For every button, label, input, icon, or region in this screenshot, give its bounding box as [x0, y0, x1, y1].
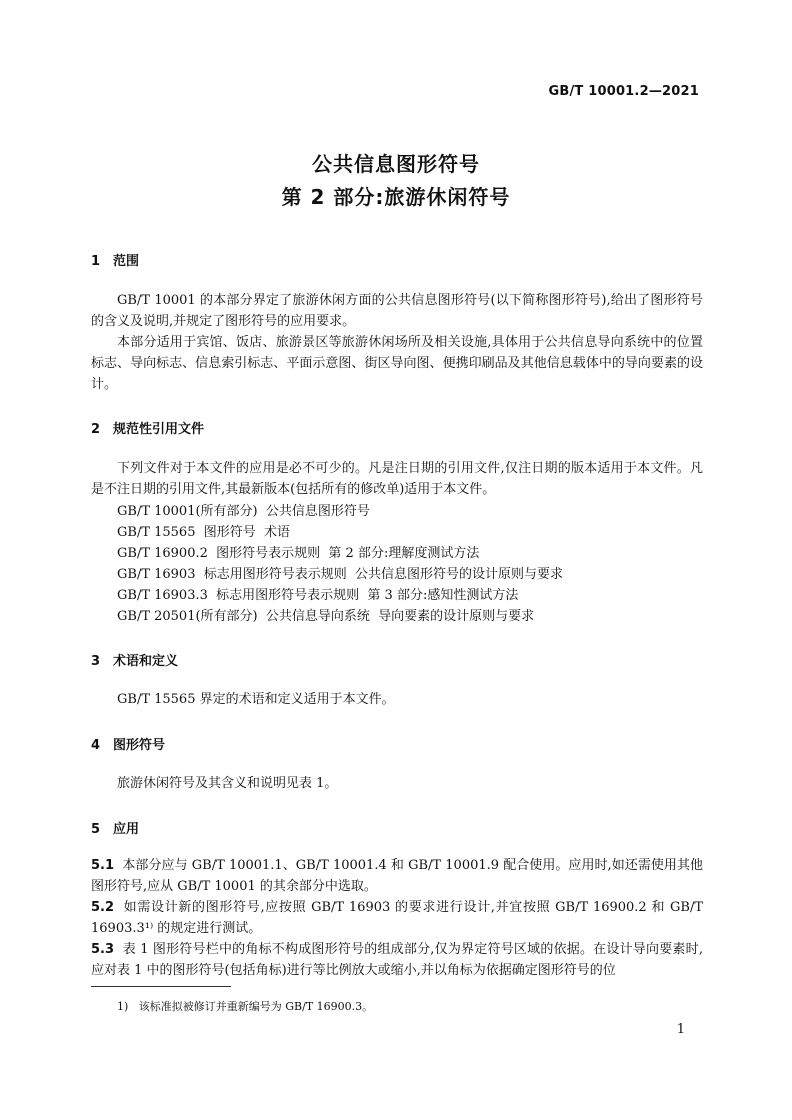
clause-number: 5.3 [91, 942, 115, 957]
clause-text: 本部分应与 GB/T 10001.1、GB/T 10001.4 和 GB/T 10001.9 配合使用。应用时,如还需使用其他图形符号,应从 GB/T 10001 的其余部分中选取。 [91, 858, 703, 894]
section-2-intro: 下列文件对于本文件的应用是必不可少的。凡是注日期的引用文件,仅注日期的版本适用于本文件。凡是不注日期的引用文件,其最新版本(包括所有的修改单)适用于本文件。 [91, 461, 703, 497]
reference-item: GB/T 16903 标志用图形符号表示规则 公共信息图形符号的设计原则与要求 [117, 567, 564, 582]
page-number: 1 [676, 1022, 685, 1037]
clause-number: 5.2 [91, 900, 115, 915]
reference-item: GB/T 15565 图形符号 术语 [117, 525, 291, 540]
clause-5-2 [91, 897, 703, 939]
footnote-separator [91, 986, 231, 987]
section-1-heading [91, 250, 139, 269]
reference-item: GB/T 20501(所有部分) 公共信息导向系统 导向要素的设计原则与要求 [117, 609, 535, 624]
section-4-paragraph: 旅游休闲符号及其含义和说明见表 1。 [117, 776, 338, 791]
section-5-heading [91, 818, 139, 837]
reference-item: GB/T 16900.2 图形符号表示规则 第 2 部分:理解度测试方法 [117, 546, 480, 561]
clause-number: 5.1 [91, 858, 115, 873]
section-3-heading [91, 650, 178, 669]
section-2-heading [91, 418, 204, 437]
document-subtitle: 第 2 部分:旅游休闲符号 [281, 185, 511, 209]
section-number: 2 [91, 422, 101, 437]
section-title: 应用 [113, 822, 140, 837]
section-title: 图形符号 [113, 738, 166, 753]
reference-item: GB/T 16903.3 标志用图形符号表示规则 第 3 部分:感知性测试方法 [117, 588, 519, 603]
clause-5-3 [91, 939, 703, 981]
clause-text: 表 1 图形符号栏中的角标不构成图形符号的组成部分,仅为界定符号区域的依据。在设计导向要素时,应对表 1 中的图形符号(包括角标)进行等比例放大或缩小,并以角标为依据确定图形符号的位 [91, 942, 703, 978]
document-title: 公共信息图形符号 [312, 152, 480, 176]
section-3-paragraph: GB/T 15565 界定的术语和定义适用于本文件。 [117, 692, 395, 707]
section-1-paragraph-2: 本部分适用于宾馆、饭店、旅游景区等旅游休闲场所及相关设施,具体用于公共信息导向系统中的位置标志、导向标志、信息索引标志、平面示意图、街区导向图、便携印刷品及其他信息载体中的导向要素的设计。 [91, 335, 703, 392]
section-number: 3 [91, 654, 101, 669]
standard-code: GB/T 10001.2—2021 [548, 84, 699, 99]
section-number: 1 [91, 254, 101, 269]
footnote: 1) 该标准拟被修订并重新编号为 GB/T 16900.3。 [117, 1000, 374, 1013]
reference-item: GB/T 10001(所有部分) 公共信息图形符号 [117, 504, 370, 519]
clause-text: 如需设计新的图形符号,应按照 GB/T 16903 的要求进行设计,并宜按照 GB/T 16900.2 和 GB/T 16903.3¹⁾ 的规定进行测试。 [91, 900, 703, 936]
section-number: 4 [91, 738, 101, 753]
section-title: 范围 [113, 254, 140, 269]
section-1-paragraph-1: GB/T 10001 的本部分界定了旅游休闲方面的公共信息图形符号(以下简称图形符号),给出了图形符号的含义及说明,并规定了图形符号的应用要求。 [91, 293, 703, 329]
section-title: 术语和定义 [113, 654, 179, 669]
section-number: 5 [91, 822, 101, 837]
section-title: 规范性引用文件 [113, 422, 205, 437]
section-4-heading [91, 734, 165, 753]
clause-5-1 [91, 855, 703, 897]
